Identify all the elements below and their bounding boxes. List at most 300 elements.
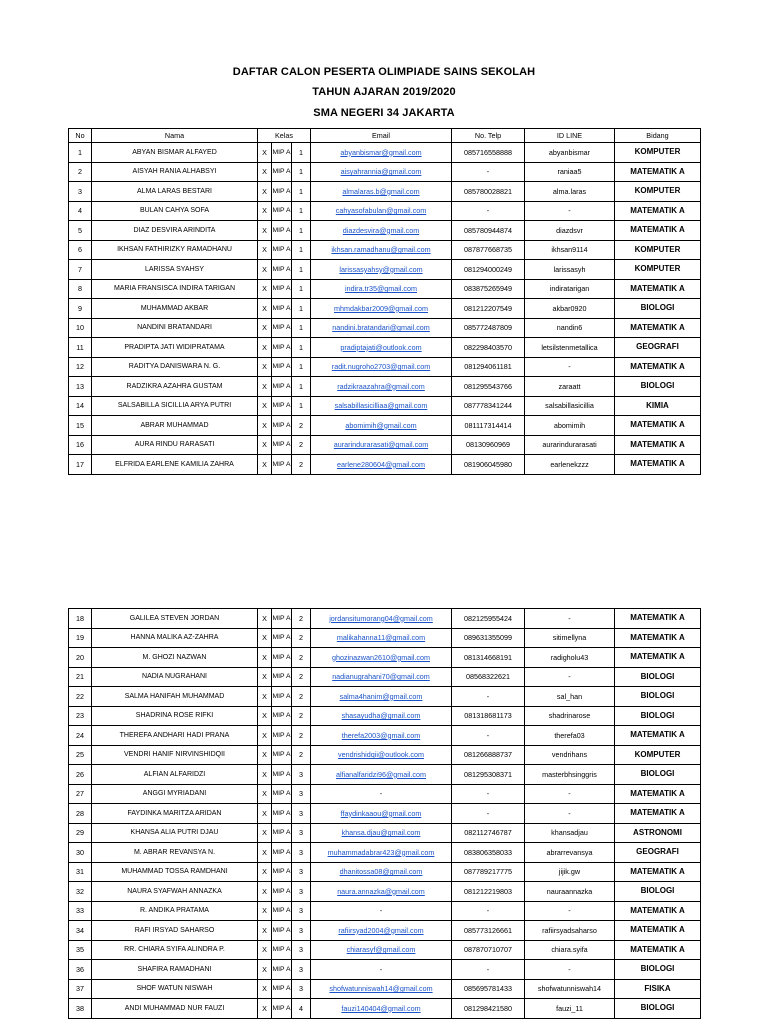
cell-program: MIP A (272, 940, 292, 960)
cell-grade: X (258, 667, 272, 687)
cell-bidang: MATEMATIK A (615, 357, 701, 377)
cell-bidang: ASTRONOMI (615, 823, 701, 843)
cell-nama: RADZIKRA AZAHRA GUSTAM (92, 377, 258, 397)
cell-phone: 087778341244 (452, 396, 525, 416)
cell-program: MIP A (272, 201, 292, 221)
cell-phone: 081906045980 (452, 455, 525, 475)
cell-phone: 089631355099 (452, 628, 525, 648)
cell-grade: X (258, 862, 272, 882)
cell-email[interactable]: indira.tr35@gmail.com (311, 279, 452, 299)
cell-email[interactable]: fauzi140404@gmail.com (311, 999, 452, 1019)
cell-line-id: - (525, 784, 615, 804)
cell-email[interactable]: radzikraazahra@gmail.com (311, 377, 452, 397)
cell-line-id: letsilstenmetallica (525, 338, 615, 358)
cell-email[interactable]: nandini.bratandari@gmail.com (311, 318, 452, 338)
cell-no: 33 (69, 901, 92, 921)
cell-nama: RADITYA DANISWARA N. G. (92, 357, 258, 377)
cell-grade: X (258, 435, 272, 455)
cell-no: 19 (69, 628, 92, 648)
cell-program: MIP A (272, 726, 292, 746)
cell-bidang: BIOLOGI (615, 999, 701, 1019)
cell-phone: 08568322621 (452, 667, 525, 687)
cell-nama: FAYDINKA MARITZA ARIDAN (92, 804, 258, 824)
cell-program: MIP A (272, 628, 292, 648)
cell-phone: 08130960969 (452, 435, 525, 455)
cell-class-number: 1 (292, 396, 311, 416)
table-row (69, 901, 701, 921)
document-title: DAFTAR CALON PESERTA OLIMPIADE SAINS SEKOLAH (232, 66, 536, 78)
cell-program: MIP A (272, 960, 292, 980)
header-no: No (69, 129, 92, 143)
cell-no: 36 (69, 960, 92, 980)
cell-program: MIP A (272, 260, 292, 280)
cell-program: MIP A (272, 318, 292, 338)
cell-nama: ALFIAN ALFARIDZI (92, 765, 258, 785)
cell-program: MIP A (272, 377, 292, 397)
cell-no: 8 (69, 279, 92, 299)
cell-grade: X (258, 745, 272, 765)
cell-line-id: shadrinarose (525, 706, 615, 726)
cell-email: - (311, 960, 452, 980)
cell-class-number: 3 (292, 804, 311, 824)
table-row (69, 143, 701, 163)
cell-nama: ELFRIDA EARLENE KAMILIA ZAHRA (92, 455, 258, 475)
cell-email[interactable]: malikahanna11@gmail.com (311, 628, 452, 648)
cell-grade: X (258, 396, 272, 416)
cell-bidang: MATEMATIK A (615, 318, 701, 338)
cell-nama: LARISSA SYAHSY (92, 260, 258, 280)
cell-no: 34 (69, 921, 92, 941)
cell-no: 9 (69, 299, 92, 319)
cell-no: 32 (69, 882, 92, 902)
table-row (69, 706, 701, 726)
cell-phone: 081117314414 (452, 416, 525, 436)
cell-class-number: 1 (292, 221, 311, 241)
table-header-row (69, 129, 701, 143)
cell-line-id: radigholu43 (525, 648, 615, 668)
cell-program: MIP A (272, 862, 292, 882)
cell-program: MIP A (272, 182, 292, 202)
table-row (69, 182, 701, 202)
cell-phone: - (452, 726, 525, 746)
cell-email[interactable]: earlene280604@gmail.com (311, 455, 452, 475)
cell-class-number: 3 (292, 979, 311, 999)
cell-class-number: 2 (292, 435, 311, 455)
cell-line-id: - (525, 201, 615, 221)
cell-email[interactable]: salma4hanim@gmail.com (311, 687, 452, 707)
cell-class-number: 1 (292, 143, 311, 163)
cell-grade: X (258, 999, 272, 1019)
cell-bidang: MATEMATIK A (615, 609, 701, 629)
cell-email[interactable]: therefa2003@gmail.com (311, 726, 452, 746)
cell-line-id: larissasyh (525, 260, 615, 280)
cell-line-id: indiratarigan (525, 279, 615, 299)
cell-nama: ALMA LARAS BESTARI (92, 182, 258, 202)
cell-grade: X (258, 979, 272, 999)
cell-bidang: MATEMATIK A (615, 221, 701, 241)
cell-program: MIP A (272, 240, 292, 260)
cell-program: MIP A (272, 921, 292, 941)
header-kelas: Kelas (258, 129, 311, 143)
cell-nama: VENDRI HANIF NIRVINSHIDQII (92, 745, 258, 765)
cell-phone: 083806358033 (452, 843, 525, 863)
cell-program: MIP A (272, 979, 292, 999)
cell-email[interactable]: abyanbismar@gmail.com (311, 143, 452, 163)
cell-bidang: GEOGRAFI (615, 843, 701, 863)
cell-grade: X (258, 804, 272, 824)
cell-program: MIP A (272, 143, 292, 163)
cell-bidang: KOMPUTER (615, 143, 701, 163)
cell-grade: X (258, 299, 272, 319)
cell-class-number: 1 (292, 357, 311, 377)
cell-email[interactable]: naura.annazka@gmail.com (311, 882, 452, 902)
cell-nama: BULAN CAHYA SOFA (92, 201, 258, 221)
cell-phone: 081314668191 (452, 648, 525, 668)
cell-email[interactable]: khansa.djau@gmail.com (311, 823, 452, 843)
cell-class-number: 2 (292, 648, 311, 668)
cell-no: 25 (69, 745, 92, 765)
cell-program: MIP A (272, 823, 292, 843)
cell-class-number: 1 (292, 240, 311, 260)
cell-line-id: abrarrevansya (525, 843, 615, 863)
cell-email[interactable]: cahyasofabulan@gmail.com (311, 201, 452, 221)
cell-no: 38 (69, 999, 92, 1019)
cell-line-id: jijik.gw (525, 862, 615, 882)
cell-grade: X (258, 726, 272, 746)
cell-line-id: nauraannazka (525, 882, 615, 902)
cell-bidang: MATEMATIK A (615, 455, 701, 475)
cell-grade: X (258, 455, 272, 475)
cell-nama: NANDINI BRATANDARI (92, 318, 258, 338)
cell-bidang: KOMPUTER (615, 240, 701, 260)
cell-nama: AISYAH RANIA ALHABSYI (92, 162, 258, 182)
cell-class-number: 1 (292, 260, 311, 280)
cell-no: 12 (69, 357, 92, 377)
cell-email[interactable]: abomimih@gmail.com (311, 416, 452, 436)
cell-nama: SALSABILLA SICILLIA ARYA PUTRI (92, 396, 258, 416)
table-row (69, 628, 701, 648)
cell-nama: NAURA SYAFWAH ANNAZKA (92, 882, 258, 902)
cell-phone: 081295543766 (452, 377, 525, 397)
table-body-2 (69, 609, 701, 1019)
cell-line-id: nandin6 (525, 318, 615, 338)
cell-bidang: BIOLOGI (615, 706, 701, 726)
cell-bidang: GEOGRAFI (615, 338, 701, 358)
cell-program: MIP A (272, 435, 292, 455)
cell-nama: IKHSAN FATHIRIZKY RAMADHANU (92, 240, 258, 260)
cell-class-number: 2 (292, 455, 311, 475)
cell-grade: X (258, 648, 272, 668)
cell-no: 4 (69, 201, 92, 221)
table-row (69, 745, 701, 765)
cell-email[interactable]: rafiirsyad2004@gmail.com (311, 921, 452, 941)
cell-class-number: 3 (292, 823, 311, 843)
table-row (69, 162, 701, 182)
cell-grade: X (258, 201, 272, 221)
table-row (69, 726, 701, 746)
cell-nama: RAFI IRSYAD SAHARSO (92, 921, 258, 941)
cell-phone: - (452, 901, 525, 921)
cell-nama: SHAFIRA RAMADHANI (92, 960, 258, 980)
cell-line-id: - (525, 960, 615, 980)
cell-phone: - (452, 687, 525, 707)
cell-email[interactable]: aisyahrannia@gmail.com (311, 162, 452, 182)
cell-email[interactable]: shofwatunniswah14@gmail.com (311, 979, 452, 999)
table-row (69, 648, 701, 668)
cell-bidang: MATEMATIK A (615, 726, 701, 746)
table-body-1 (69, 143, 701, 475)
cell-email[interactable]: shasayudha@gmail.com (311, 706, 452, 726)
cell-bidang: MATEMATIK A (615, 279, 701, 299)
cell-nama: NADIA NUGRAHANI (92, 667, 258, 687)
cell-phone: 081266888737 (452, 745, 525, 765)
cell-class-number: 2 (292, 706, 311, 726)
cell-line-id: rafiirsyadsaharso (525, 921, 615, 941)
table-row (69, 357, 701, 377)
cell-phone: - (452, 784, 525, 804)
cell-grade: X (258, 687, 272, 707)
cell-phone: 081212207549 (452, 299, 525, 319)
cell-bidang: KOMPUTER (615, 182, 701, 202)
cell-nama: MARIA FRANSISCA INDIRA TARIGAN (92, 279, 258, 299)
cell-bidang: MATEMATIK A (615, 162, 701, 182)
cell-nama: PRADIPTA JATI WIDIPRATAMA (92, 338, 258, 358)
cell-phone: 081295308371 (452, 765, 525, 785)
cell-no: 17 (69, 455, 92, 475)
cell-email[interactable]: aurarindurarasati@gmail.com (311, 435, 452, 455)
cell-bidang: BIOLOGI (615, 765, 701, 785)
cell-nama: SHOF WATUN NISWAH (92, 979, 258, 999)
cell-class-number: 3 (292, 921, 311, 941)
cell-email[interactable]: pradiptajati@outlook.com (311, 338, 452, 358)
cell-phone: - (452, 804, 525, 824)
cell-bidang: MATEMATIK A (615, 862, 701, 882)
cell-program: MIP A (272, 745, 292, 765)
table-row (69, 396, 701, 416)
cell-class-number: 3 (292, 843, 311, 863)
cell-line-id: chiara.syifa (525, 940, 615, 960)
cell-email[interactable]: muhammadabrar423@gmail.com (311, 843, 452, 863)
cell-grade: X (258, 921, 272, 941)
cell-no: 18 (69, 609, 92, 629)
table-row (69, 667, 701, 687)
cell-no: 28 (69, 804, 92, 824)
cell-no: 14 (69, 396, 92, 416)
cell-nama: M. ABRAR REVANSYA N. (92, 843, 258, 863)
academic-year: TAHUN AJARAN 2019/2020 (312, 86, 456, 98)
cell-nama: RR. CHIARA SYIFA ALINDRA P. (92, 940, 258, 960)
table-row (69, 338, 701, 358)
cell-program: MIP A (272, 648, 292, 668)
cell-no: 29 (69, 823, 92, 843)
cell-nama: M. GHOZI NAZWAN (92, 648, 258, 668)
cell-bidang: BIOLOGI (615, 882, 701, 902)
cell-email[interactable]: chiarasyf@gmail.com (311, 940, 452, 960)
cell-phone: 085773126661 (452, 921, 525, 941)
cell-class-number: 2 (292, 667, 311, 687)
cell-class-number: 3 (292, 960, 311, 980)
cell-email[interactable]: alfianalfaridzi96@gmail.com (311, 765, 452, 785)
cell-email[interactable]: ikhsan.ramadhanu@gmail.com (311, 240, 452, 260)
cell-class-number: 2 (292, 628, 311, 648)
cell-nama: SALMA HANIFAH MUHAMMAD (92, 687, 258, 707)
table-row (69, 823, 701, 843)
cell-program: MIP A (272, 416, 292, 436)
cell-grade: X (258, 182, 272, 202)
cell-bidang: BIOLOGI (615, 299, 701, 319)
cell-line-id: akbar0920 (525, 299, 615, 319)
cell-grade: X (258, 338, 272, 358)
cell-email[interactable]: jordansitumorang04@gmail.com (311, 609, 452, 629)
cell-email[interactable]: radit.nugroho2703@gmail.com (311, 357, 452, 377)
cell-email[interactable]: diazdesvira@gmail.com (311, 221, 452, 241)
cell-class-number: 1 (292, 162, 311, 182)
cell-phone: 085780944874 (452, 221, 525, 241)
cell-bidang: MATEMATIK A (615, 901, 701, 921)
cell-line-id: earlenekzzz (525, 455, 615, 475)
cell-no: 20 (69, 648, 92, 668)
table-row (69, 921, 701, 941)
cell-email[interactable]: vendrishidqii@outlook.com (311, 745, 452, 765)
cell-program: MIP A (272, 357, 292, 377)
table-row (69, 784, 701, 804)
cell-class-number: 3 (292, 940, 311, 960)
cell-class-number: 4 (292, 999, 311, 1019)
cell-bidang: MATEMATIK A (615, 921, 701, 941)
cell-class-number: 2 (292, 745, 311, 765)
table-row (69, 999, 701, 1019)
header-bidang: Bidang (615, 129, 701, 143)
cell-phone: 081298421580 (452, 999, 525, 1019)
cell-line-id: - (525, 901, 615, 921)
header-email: Email (311, 129, 452, 143)
cell-email[interactable]: mhmdakbar2009@gmail.com (311, 299, 452, 319)
cell-class-number: 3 (292, 862, 311, 882)
cell-nama: GALILEA STEVEN JORDAN (92, 609, 258, 629)
cell-line-id: abomimih (525, 416, 615, 436)
cell-grade: X (258, 377, 272, 397)
cell-line-id: fauzi_11 (525, 999, 615, 1019)
table-row (69, 318, 701, 338)
cell-nama: SHADRINA ROSE RIFKI (92, 706, 258, 726)
cell-no: 10 (69, 318, 92, 338)
cell-grade: X (258, 260, 272, 280)
cell-email[interactable]: larissasyahsy@gmail.com (311, 260, 452, 280)
cell-email[interactable]: almalaras.b@gmail.com (311, 182, 452, 202)
cell-phone: 081318681173 (452, 706, 525, 726)
cell-nama: AURA RINDU RARASATI (92, 435, 258, 455)
cell-bidang: KOMPUTER (615, 260, 701, 280)
cell-no: 2 (69, 162, 92, 182)
header-line: ID LINE (525, 129, 615, 143)
cell-phone: 082298403570 (452, 338, 525, 358)
cell-phone: 085695781433 (452, 979, 525, 999)
table-row (69, 882, 701, 902)
table-row (69, 862, 701, 882)
cell-no: 26 (69, 765, 92, 785)
cell-grade: X (258, 240, 272, 260)
cell-grade: X (258, 416, 272, 436)
cell-program: MIP A (272, 999, 292, 1019)
cell-class-number: 1 (292, 279, 311, 299)
cell-phone: 081294000249 (452, 260, 525, 280)
table-row (69, 765, 701, 785)
participant-table-1 (68, 128, 701, 475)
cell-nama: KHANSA ALIA PUTRI DJAU (92, 823, 258, 843)
cell-line-id: - (525, 804, 615, 824)
cell-no: 31 (69, 862, 92, 882)
cell-class-number: 2 (292, 609, 311, 629)
cell-class-number: 2 (292, 687, 311, 707)
cell-class-number: 3 (292, 765, 311, 785)
cell-email[interactable]: nadianugrahani70@gmail.com (311, 667, 452, 687)
cell-line-id: shofwatunniswah14 (525, 979, 615, 999)
cell-grade: X (258, 318, 272, 338)
cell-class-number: 1 (292, 182, 311, 202)
cell-class-number: 2 (292, 726, 311, 746)
cell-no: 11 (69, 338, 92, 358)
cell-grade: X (258, 143, 272, 163)
cell-phone: - (452, 162, 525, 182)
cell-bidang: MATEMATIK A (615, 416, 701, 436)
table-row (69, 940, 701, 960)
school-name: SMA NEGERI 34 JAKARTA (313, 107, 455, 119)
cell-program: MIP A (272, 338, 292, 358)
cell-phone: 087789217775 (452, 862, 525, 882)
table-row (69, 455, 701, 475)
cell-program: MIP A (272, 279, 292, 299)
cell-no: 35 (69, 940, 92, 960)
cell-nama: ANGGI MYRIADANI (92, 784, 258, 804)
cell-class-number: 1 (292, 201, 311, 221)
table-row (69, 221, 701, 241)
cell-line-id: abyanbismar (525, 143, 615, 163)
cell-no: 21 (69, 667, 92, 687)
table-row (69, 979, 701, 999)
cell-phone: 085716558888 (452, 143, 525, 163)
table-row (69, 240, 701, 260)
cell-program: MIP A (272, 396, 292, 416)
cell-bidang: MATEMATIK A (615, 435, 701, 455)
cell-no: 1 (69, 143, 92, 163)
table-row (69, 843, 701, 863)
cell-email[interactable]: ghozinazwan2610@gmail.com (311, 648, 452, 668)
cell-program: MIP A (272, 901, 292, 921)
cell-email: - (311, 901, 452, 921)
cell-no: 30 (69, 843, 92, 863)
cell-program: MIP A (272, 843, 292, 863)
cell-email[interactable]: dhanitossa08@gmail.com (311, 862, 452, 882)
cell-class-number: 1 (292, 299, 311, 319)
table-row (69, 279, 701, 299)
cell-email[interactable]: salsabillasicilliaa@gmail.com (311, 396, 452, 416)
cell-no: 16 (69, 435, 92, 455)
cell-line-id: ikhsan9114 (525, 240, 615, 260)
cell-line-id: sal_han (525, 687, 615, 707)
cell-grade: X (258, 940, 272, 960)
cell-line-id: - (525, 357, 615, 377)
cell-grade: X (258, 823, 272, 843)
cell-no: 13 (69, 377, 92, 397)
cell-no: 5 (69, 221, 92, 241)
cell-email[interactable]: ffaydinkaaou@gmail.com (311, 804, 452, 824)
cell-program: MIP A (272, 706, 292, 726)
cell-grade: X (258, 162, 272, 182)
cell-nama: ANDI MUHAMMAD NUR FAUZI (92, 999, 258, 1019)
cell-line-id: vendrihans (525, 745, 615, 765)
cell-no: 3 (69, 182, 92, 202)
cell-bidang: MATEMATIK A (615, 628, 701, 648)
